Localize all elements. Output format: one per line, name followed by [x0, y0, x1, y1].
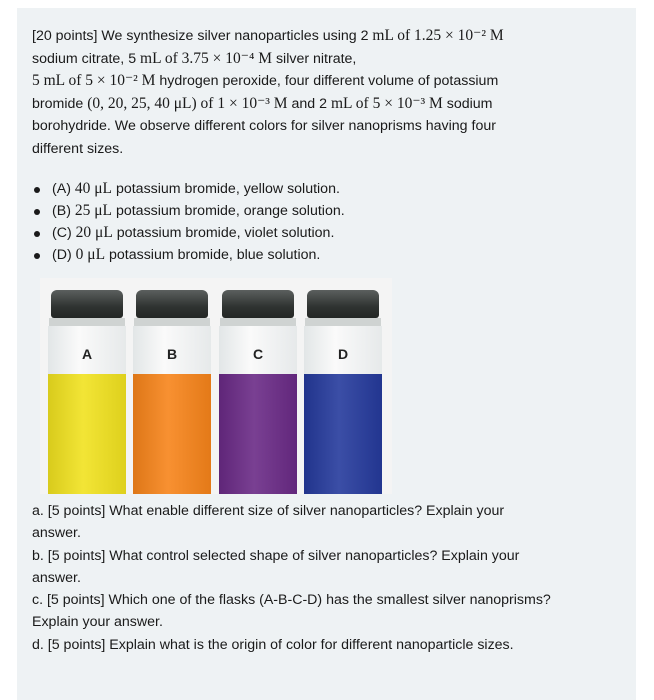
question-b-line-1: b. [5 points] What control selected shape of silver nanoparticles? Explain your [32, 547, 520, 564]
option-item-a: (A) 40 μL potassium bromide, yellow solution. [32, 178, 345, 200]
intro-line-3: 5 mL of 5 × 10⁻² M hydrogen peroxide, four different volume of potassium [32, 72, 499, 89]
vial-a [48, 290, 126, 494]
intro-line-5: borohydride. We observe different colors for silver nanoprisms having four [32, 118, 496, 134]
vial-label: C [252, 346, 264, 362]
question-d-line-1: d. [5 points] Explain what is the origin of color for different nanoparticle sizes. [32, 636, 514, 653]
question-c-line-2: Explain your answer. [32, 614, 163, 631]
vial-label: B [166, 346, 178, 362]
question-b-line-2: answer. [32, 569, 81, 586]
vial-solution [48, 374, 126, 494]
question-a-line-2: answer. [32, 525, 81, 542]
intro-line-6: different sizes. [32, 140, 124, 157]
intro-line-2: sodium citrate, 5 mL of 3.75 × 10⁻⁴ M silver nitrate, [32, 49, 357, 67]
problem-statement [32, 25, 624, 160]
vial-solution [219, 374, 297, 494]
option-list [32, 178, 345, 266]
vial-label: A [81, 346, 93, 362]
vial-solution [133, 374, 211, 494]
option-item-c: (C) 20 μL potassium bromide, violet solution. [32, 222, 345, 244]
sub-questions [32, 500, 632, 656]
vial-c [219, 290, 297, 494]
vial-cap [51, 290, 123, 318]
option-item-d: (D) 0 μL potassium bromide, blue solution. [32, 244, 345, 266]
vial-solution [304, 374, 382, 494]
question-a-line-1: a. [5 points] What enable different size of silver nanoparticles? Explain your [32, 503, 505, 519]
question-c-line-1: c. [5 points] Which one of the flasks (A-B-C-D) has the smallest silver nanoprisms? [32, 592, 551, 609]
option-item-b: (B) 25 μL potassium bromide, orange solution. [32, 200, 345, 222]
vial-cap [307, 290, 379, 318]
intro-line-4: bromide (0, 20, 25, 40 μL) of 1 × 10⁻³ M and 2 mL of 5 × 10⁻³ M sodium [32, 94, 493, 112]
vials-photo [40, 278, 392, 494]
vial-label: D [337, 346, 349, 362]
vial-cap [136, 290, 208, 318]
intro-line-1: [20 points] We synthesize silver nanoparticles using 2 mL of 1.25 × 10⁻² M [32, 27, 504, 44]
vial-cap [222, 290, 294, 318]
vial-b [133, 290, 211, 494]
vial-d [304, 290, 382, 494]
question-card [17, 8, 636, 700]
